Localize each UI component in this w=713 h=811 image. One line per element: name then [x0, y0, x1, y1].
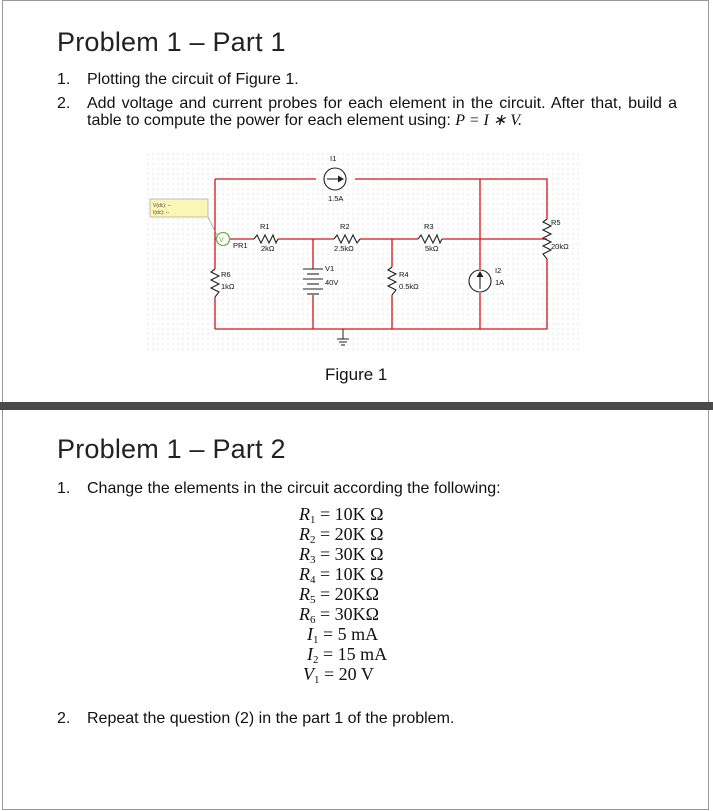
- element-symbol: R: [299, 544, 310, 564]
- part2-item-1: [57, 480, 677, 502]
- element-subscript: 6: [310, 614, 316, 626]
- element-value-row: [299, 524, 499, 544]
- i1-name: I1: [330, 154, 337, 163]
- item-text: Change the elements in the circuit according the following:: [87, 480, 501, 497]
- element-subscript: 1: [310, 514, 316, 526]
- figure-caption: Figure 1: [325, 365, 388, 384]
- probe-voltage-label: V(dc): --: [153, 203, 172, 209]
- v1-name: V1: [325, 264, 335, 273]
- probe-name: PR1: [233, 241, 248, 250]
- r4-value: 0.5kΩ: [399, 282, 419, 291]
- r6-value: 1kΩ: [221, 282, 235, 291]
- element-symbol: I: [307, 624, 313, 644]
- power-formula: P = I ∗ V.: [455, 112, 522, 129]
- part1-item-2: [57, 95, 677, 155]
- element-symbol: V: [303, 664, 314, 684]
- item-text-body: Add voltage and current probes for each element in the circuit. After that, build a table to compute the power for each element using:: [87, 95, 677, 129]
- element-value: = 10K Ω: [320, 504, 384, 524]
- element-value-row: [303, 664, 499, 684]
- part1-panel: [2, 0, 709, 402]
- element-value: = 30KΩ: [320, 604, 380, 624]
- element-value-row: [307, 624, 499, 644]
- element-value: = 30K Ω: [320, 544, 384, 564]
- element-subscript: 5: [310, 594, 316, 606]
- element-value: = 15 mA: [323, 644, 388, 664]
- schematic-grid: [147, 153, 579, 353]
- i2-name: I2: [495, 266, 502, 275]
- element-symbol: I: [307, 644, 313, 664]
- element-value: = 5 mA: [323, 624, 379, 644]
- element-subscript: 4: [310, 574, 316, 586]
- r3-name: R3: [424, 222, 434, 231]
- element-value-row: [299, 584, 499, 604]
- element-symbol: R: [299, 604, 310, 624]
- part2-item-2: [57, 710, 677, 732]
- element-value-row: [299, 544, 499, 564]
- r6-name: R6: [221, 270, 231, 279]
- r1-name: R1: [260, 222, 270, 231]
- element-value-row: [307, 644, 499, 664]
- r1-value: 2kΩ: [261, 244, 275, 253]
- item-number: 1.: [57, 480, 71, 497]
- element-symbol: R: [299, 564, 310, 584]
- element-value-row: [299, 604, 499, 624]
- r5-value: 20kΩ: [551, 242, 569, 251]
- part2-panel: [2, 410, 709, 810]
- element-symbol: R: [299, 504, 310, 524]
- item-number: 2.: [57, 95, 71, 112]
- r2-value: 2.5kΩ: [334, 244, 354, 253]
- v1-value: 40V: [325, 278, 339, 287]
- r2-name: R2: [340, 222, 350, 231]
- element-subscript: 1: [313, 634, 319, 646]
- probe-icon: [217, 233, 230, 246]
- element-subscript: 2: [313, 654, 319, 666]
- item-text: [87, 95, 677, 129]
- part2-title: Problem 1 – Part 2: [57, 434, 286, 464]
- part1-title: Problem 1 – Part 1: [57, 27, 286, 57]
- element-subscript: 3: [310, 554, 316, 566]
- element-symbol: R: [299, 584, 310, 604]
- item-text: Plotting the circuit of Figure 1.: [87, 71, 299, 88]
- r4-name: R4: [399, 270, 409, 279]
- r3-value: 5kΩ: [425, 244, 439, 253]
- element-subscript: 1: [314, 674, 320, 686]
- i2-current-source: [469, 270, 491, 292]
- i1-current-source: [324, 168, 346, 190]
- i1-value: 1.5A: [328, 194, 344, 203]
- element-subscript: 2: [310, 534, 316, 546]
- section-divider: [0, 402, 713, 410]
- element-value-row: [299, 564, 499, 584]
- i2-value: 1A: [495, 278, 505, 287]
- element-symbol: R: [299, 524, 310, 544]
- element-value: = 20K Ω: [320, 524, 384, 544]
- r5-name: R5: [551, 218, 561, 227]
- item-number: 1.: [57, 71, 71, 88]
- element-value-row: [299, 504, 499, 524]
- part1-item-1: [57, 71, 677, 91]
- element-value: = 10K Ω: [320, 564, 384, 584]
- element-value: = 20KΩ: [320, 584, 380, 604]
- item-text: Repeat the question (2) in the part 1 of the problem.: [87, 710, 455, 727]
- svg-text:V: V: [219, 237, 224, 244]
- circuit-figure: [147, 153, 579, 353]
- element-value: = 20 V: [324, 664, 374, 684]
- element-values-list: [299, 504, 499, 684]
- item-number: 2.: [57, 710, 71, 727]
- probe-current-label: I(dc): --: [153, 210, 170, 216]
